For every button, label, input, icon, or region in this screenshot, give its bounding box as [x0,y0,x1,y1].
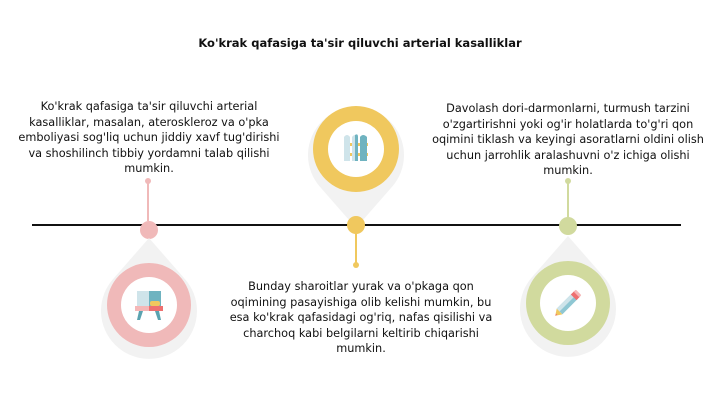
step-3-stem [567,181,569,221]
step-3-node [559,217,577,235]
page-title: Ko'krak qafasiga ta'sir qiluvchi arterial kasalliklar [198,36,522,50]
step-1-text: Ko'krak qafasiga ta'sir qiluvchi arterial kasalliklar, masalan, ateroskleroz va o'pka emboliyasi sog'liq uchun jiddiy xavf tug'dirishi va shoshilinch tibbiy yordamni talab qilishi mumkin. [18,100,280,175]
step-1-node [140,221,158,239]
step-2-text: Bunday sharoitlar yurak va o'pkaga qon oqimining pasayishiga olib kelishi mumkin, bu esa ko'krak qafasidagi og'riq, nafas qisilishi va charchoq kabi belgilarni keltirib chiqarishi mumkin. [229,280,493,355]
fence-icon [338,131,374,167]
step-2-stem [355,232,357,264]
step-1-stem [147,181,149,221]
step-3-text: Davolash dori-darmonlarni, turmush tarzini o'zgartirishni yoki og'ir holatlarda to'g'ri qon oqimini tiklash va keyingi asoratlarni oldini olish uchun jarrohlik aralashuvni o'z ichiga olishi mumkin. [432,102,704,177]
easel-icon [131,287,167,323]
step-2-stem-dot [353,262,359,268]
pencil-icon [550,285,586,321]
